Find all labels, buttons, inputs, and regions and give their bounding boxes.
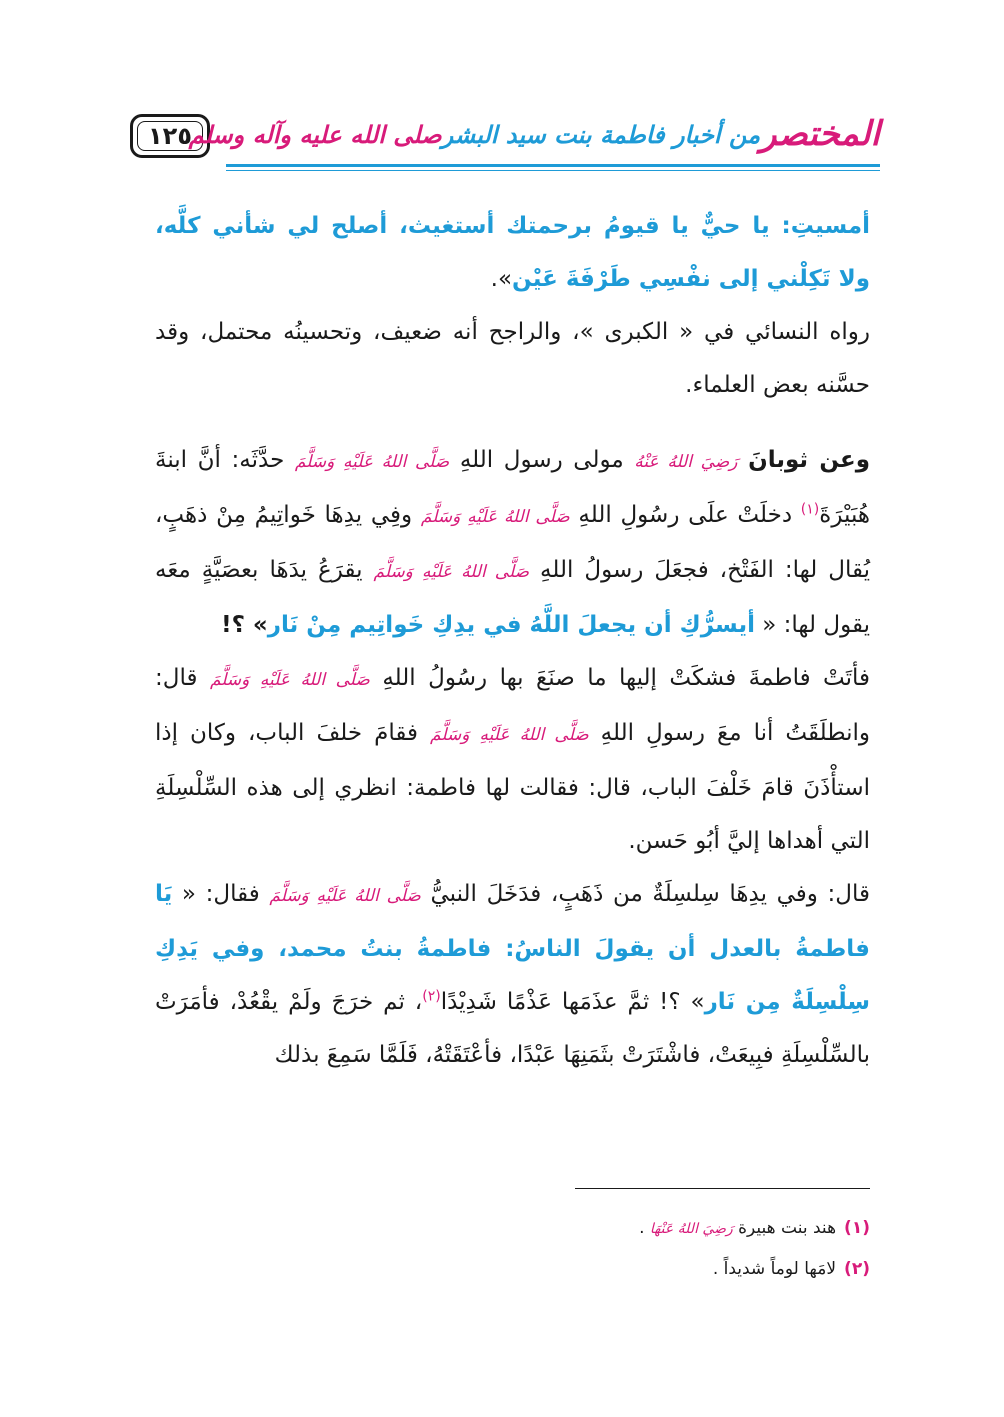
- hadith-quote-2: أيسرُّكِ أن يجعلَ اللَّهُ في يدِكِ خَواتِيم مِنْ نَار: [267, 612, 755, 638]
- footnote-ref-2[interactable]: (٢): [422, 988, 441, 1005]
- honorific-radiya: رَضِيَ اللهُ عَنْهَا: [649, 1221, 733, 1237]
- footnote-text: لامَها لوماً شديداً .: [712, 1259, 837, 1279]
- narration-note: رواه النسائي في « الكبرى »، والراجح أنه ضعيف، وتحسينُه محتمل، وقد حسَّنه بعض العلماء.: [155, 319, 870, 398]
- hadith-quote-3: يَا فاطمةُ بالعدل أن يقولَ الناسُ: فاطمةُ بنتُ محمد، وفي يَدِكِ سِلْسِلَةٌ مِن نَار: [155, 881, 870, 1015]
- paragraph-4: [155, 652, 870, 868]
- text-run: » ؟! ثمَّ عذَمَها عَذْمًا شَدِيْدًا: [440, 989, 705, 1015]
- paragraph-1: [155, 200, 870, 306]
- footnote-2: [155, 1249, 870, 1289]
- header-rule: [226, 164, 880, 167]
- paragraph-3: [155, 434, 870, 652]
- honorific-salla: صَلَّى اللهُ عَلَيْهِ وَسَلَّمَ: [373, 562, 530, 582]
- honorific-salla: صَلَّى اللهُ عَلَيْهِ وَسَلَّمَ: [269, 886, 421, 906]
- text-run: حدَّثَه: أنَّ ابنةَ هُبَيْرَةَ: [155, 447, 871, 528]
- text-run: قال: وفي يدِهَا سِلسِلَةٌ من ذَهَبٍ، فدَخَلَ النبيُّ: [430, 881, 871, 907]
- honorific-salla: صَلَّى اللهُ عَلَيْهِ وَسَلَّمَ: [209, 670, 370, 690]
- text-run: فقال: «: [181, 881, 260, 907]
- honorific-salla: صَلَّى اللهُ عَلَيْهِ وَسَلَّمَ: [420, 507, 570, 527]
- header-title-subject: من أخبار فاطمة بنت سيد البشر: [441, 119, 761, 149]
- footnote-ref-1[interactable]: (١): [800, 501, 820, 518]
- header-title-main: المختصر: [760, 114, 880, 154]
- honorific-salla: صَلَّى اللهُ عَلَيْهِ وَسَلَّمَ: [430, 725, 589, 745]
- text-run: قال: وانطلَقَتُ أنا معَ رسولِ اللهِ: [155, 665, 871, 746]
- text-run: فقامَ خلفَ الباب، وكان إذا استأْذَنَ قامَ خَلْفَ الباب، قال: فقالت لها فاطمة: انظري إلى هذه السِّلْسِلَةِ التي أهداها إليَّ أبُو حَسن.: [155, 720, 870, 854]
- page-header: [130, 108, 880, 170]
- text-run: » ؟!: [221, 612, 268, 638]
- footnote-end: .: [639, 1218, 645, 1238]
- text-run: ، ثم خرَجَ ولَمْ يقْعُدْ، فأمَرَتْ بالسِّلْسِلَةِ فبِيعَتْ، فاشْتَرَتْ بثَمَنِهَا عَبْدًا، فأعْتَقَتْهُ، فَلَمَّا سَمِعَ بذلك: [155, 989, 870, 1068]
- text-run: يقرَعُ يدَهَا بعصَيَّةٍ معَه يقول لها: «: [155, 557, 870, 638]
- spacer: [155, 412, 870, 434]
- narrator-name: وعن ثوبانَ: [748, 447, 871, 473]
- closing-quote: ».: [490, 266, 513, 292]
- footnote-number: (٢): [844, 1259, 870, 1279]
- text-run: فأتَتْ فاطمةَ فشكَتْ إليها ما صنَعَ بها رسُولُ اللهِ: [382, 665, 871, 691]
- text-run: وفِي يدِهَا خَواتِيمُ مِنْ ذهَبٍ، يُقال لها: الفَتْخ، فجعَلَ رسولُ اللهِ: [155, 502, 871, 583]
- header-title-honorific: صلى الله عليه وآله وسلم: [188, 119, 442, 149]
- honorific-radiya: رَضِيَ اللهُ عَنْهُ: [634, 452, 738, 472]
- header-title: [188, 108, 880, 160]
- page-number: ١٢٥: [130, 114, 210, 158]
- text-run: دخلَتْ علَى رسُولِ اللهِ: [578, 502, 793, 528]
- footnote-text: هند بنت هبيرة: [738, 1218, 837, 1238]
- paragraph-2: [155, 306, 870, 412]
- footnote-separator: [575, 1188, 870, 1189]
- paragraph-5: [155, 868, 870, 1082]
- page-body: [155, 200, 870, 1082]
- hadith-quote-1: أمسيتِ: يا حيٌّ يا قيومُ برحمتك أستغيث، أصلح لي شأني كلَّه، ولا تَكِلْني إلى نفْسِي طَرْفَةَ عَيْن: [155, 213, 870, 292]
- text-run: مولى رسول اللهِ: [459, 447, 624, 473]
- footnotes: [155, 1208, 870, 1289]
- footnote-number: (١): [844, 1218, 870, 1238]
- header-rule-thin: [226, 170, 880, 171]
- footnote-1: [155, 1208, 870, 1249]
- honorific-salla: صَلَّى اللهُ عَلَيْهِ وَسَلَّمَ: [294, 452, 450, 472]
